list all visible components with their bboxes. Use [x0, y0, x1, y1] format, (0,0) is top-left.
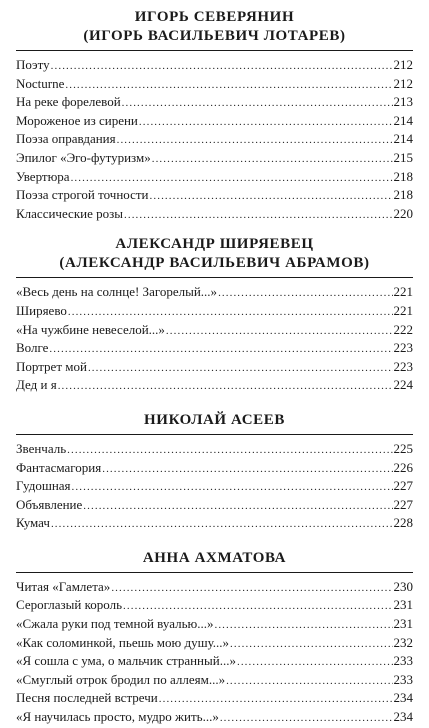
entry-title: Поэза оправдания — [16, 131, 116, 147]
author-section-shiryaevets — [16, 235, 413, 395]
toc-entry — [16, 186, 413, 205]
entry-title: Сероглазый король — [16, 597, 123, 613]
entry-title: «Как соломинкой, пьешь мою душу...» — [16, 634, 230, 650]
page-number: 213 — [393, 94, 413, 110]
toc-entry — [16, 130, 413, 149]
dot-leader — [150, 187, 393, 206]
author-heading — [16, 235, 413, 273]
entry-title: Объявление — [16, 496, 83, 512]
toc-entry — [16, 358, 413, 377]
author-section-severyanin — [16, 8, 413, 223]
toc-entry — [16, 112, 413, 131]
entry-title: «Сжала руки под темной вуалью...» — [16, 616, 214, 632]
heading-rule — [16, 50, 413, 51]
page-number: 230 — [393, 578, 413, 594]
page-number: 226 — [393, 459, 413, 475]
dot-leader — [49, 340, 392, 359]
entry-title: Звенчаль — [16, 440, 67, 456]
author-real-name: (ИГОРЬ ВАСИЛЬЕВИЧ ЛОТАРЕВ) — [83, 28, 346, 44]
entry-title: Поэту — [16, 57, 50, 72]
dot-leader — [230, 635, 392, 654]
dot-leader — [124, 206, 393, 225]
author-heading — [16, 549, 413, 568]
toc-entry — [16, 149, 413, 168]
dot-leader — [152, 150, 393, 169]
toc-entry — [16, 459, 413, 478]
dot-leader — [122, 94, 393, 113]
entry-title: На реке форелевой — [16, 94, 121, 110]
entry-list — [16, 56, 413, 223]
page-number: 225 — [393, 440, 413, 456]
toc-entry — [16, 302, 413, 321]
dot-leader — [237, 653, 393, 672]
page-number: 221 — [393, 302, 413, 318]
dot-leader — [218, 284, 392, 303]
toc-entry — [16, 205, 413, 224]
page-number: 214 — [393, 112, 413, 128]
dot-leader — [65, 76, 392, 95]
toc-entry — [16, 440, 413, 459]
entry-list — [16, 283, 413, 395]
heading-rule — [16, 572, 413, 573]
entry-list — [16, 578, 413, 727]
dot-leader — [51, 515, 393, 534]
toc-entry — [16, 671, 413, 690]
toc-entry — [16, 93, 413, 112]
entry-title: Nocturne — [16, 75, 65, 91]
dot-leader — [226, 672, 392, 691]
entry-title: «Я сошла с ума, о мальчик странный...» — [16, 653, 236, 669]
entry-title: Фантасмагория — [16, 459, 102, 475]
toc-entry — [16, 578, 413, 597]
page-number: 224 — [393, 377, 413, 393]
dot-leader — [220, 709, 393, 728]
author-name: АЛЕКСАНДР ШИРЯЕВЕЦ — [115, 236, 314, 253]
dot-leader — [139, 113, 393, 132]
entry-title: Поэза строгой точности — [16, 187, 149, 203]
entry-title: Классические розы — [16, 205, 123, 221]
author-name: ИГОРЬ СЕВЕРЯНИН — [134, 9, 295, 25]
page-number: 223 — [393, 358, 413, 374]
entry-title: Гудошная — [16, 478, 71, 494]
dot-leader — [83, 497, 392, 516]
author-heading — [16, 411, 413, 430]
entry-title: Увертюра — [16, 168, 70, 184]
dot-leader — [67, 441, 392, 460]
page-number: 215 — [393, 149, 413, 165]
dot-leader — [71, 169, 393, 188]
dot-leader — [51, 57, 393, 76]
entry-title: «Я научилась просто, мудро жить...» — [16, 709, 219, 725]
toc-entry — [16, 496, 413, 515]
dot-leader — [88, 359, 393, 378]
entry-title: «Весь день на солнце! Загорелый...» — [16, 284, 218, 300]
page-number: 218 — [393, 168, 413, 184]
heading-rule — [16, 434, 413, 435]
page-number: 221 — [393, 284, 413, 300]
toc-entry — [16, 689, 413, 708]
author-section-aseev — [16, 411, 413, 533]
page-number: 212 — [393, 57, 413, 72]
entry-title: Волге — [16, 340, 49, 356]
page-number: 231 — [393, 616, 413, 632]
entry-title: Эпилог «Эго-футуризм» — [16, 149, 151, 165]
toc-entry — [16, 283, 413, 302]
table-of-contents-page — [16, 8, 413, 727]
page-number: 234 — [393, 690, 413, 706]
dot-leader — [117, 131, 393, 150]
page-number: 214 — [393, 131, 413, 147]
toc-entry — [16, 321, 413, 340]
entry-title: Песня последней встречи — [16, 690, 158, 706]
toc-entry — [16, 376, 413, 395]
dot-leader — [214, 616, 392, 635]
entry-title: Ширяево — [16, 302, 67, 318]
page-number: 227 — [393, 478, 413, 494]
page-number: 227 — [393, 496, 413, 512]
dot-leader — [166, 322, 393, 341]
author-name: НИКОЛАЙ АСЕЕВ — [144, 411, 285, 428]
dot-leader — [111, 579, 392, 598]
toc-entry — [16, 514, 413, 533]
entry-title: «Смуглый отрок бродил по аллеям...» — [16, 671, 226, 687]
author-name: АННА АХМАТОВА — [142, 549, 287, 566]
toc-entry — [16, 634, 413, 653]
page-number: 232 — [393, 634, 413, 650]
author-real-name: (АЛЕКСАНДР ВАСИЛЬЕВИЧ АБРАМОВ) — [59, 255, 370, 272]
dot-leader — [102, 460, 392, 479]
toc-entry — [16, 56, 413, 75]
entry-title: Мороженое из сирени — [16, 112, 138, 128]
toc-entry — [16, 339, 413, 358]
entry-title: Читая «Гамлета» — [16, 578, 111, 594]
dot-leader — [72, 478, 393, 497]
toc-entry — [16, 596, 413, 615]
toc-entry — [16, 708, 413, 727]
page-number: 233 — [393, 653, 413, 669]
heading-rule — [16, 277, 413, 278]
toc-entry — [16, 477, 413, 496]
entry-title: Дед и я — [16, 377, 57, 393]
entry-title: Портрет мой — [16, 358, 87, 374]
page-number: 218 — [393, 187, 413, 203]
entry-title: «На чужбине невеселой...» — [16, 321, 165, 337]
dot-leader — [68, 303, 393, 322]
page-number: 222 — [393, 321, 413, 337]
page-number: 231 — [393, 597, 413, 613]
entry-title: Кумач — [16, 515, 50, 531]
page-number: 223 — [393, 340, 413, 356]
page-number: 228 — [393, 515, 413, 531]
dot-leader — [123, 597, 392, 616]
author-heading — [16, 8, 413, 46]
toc-entry — [16, 168, 413, 187]
toc-entry — [16, 75, 413, 94]
toc-entry — [16, 615, 413, 634]
page-number: 234 — [393, 709, 413, 725]
page-number: 220 — [393, 205, 413, 221]
entry-list — [16, 440, 413, 533]
toc-entry — [16, 652, 413, 671]
page-number: 212 — [393, 75, 413, 91]
page-number: 233 — [393, 671, 413, 687]
dot-leader — [58, 377, 393, 396]
